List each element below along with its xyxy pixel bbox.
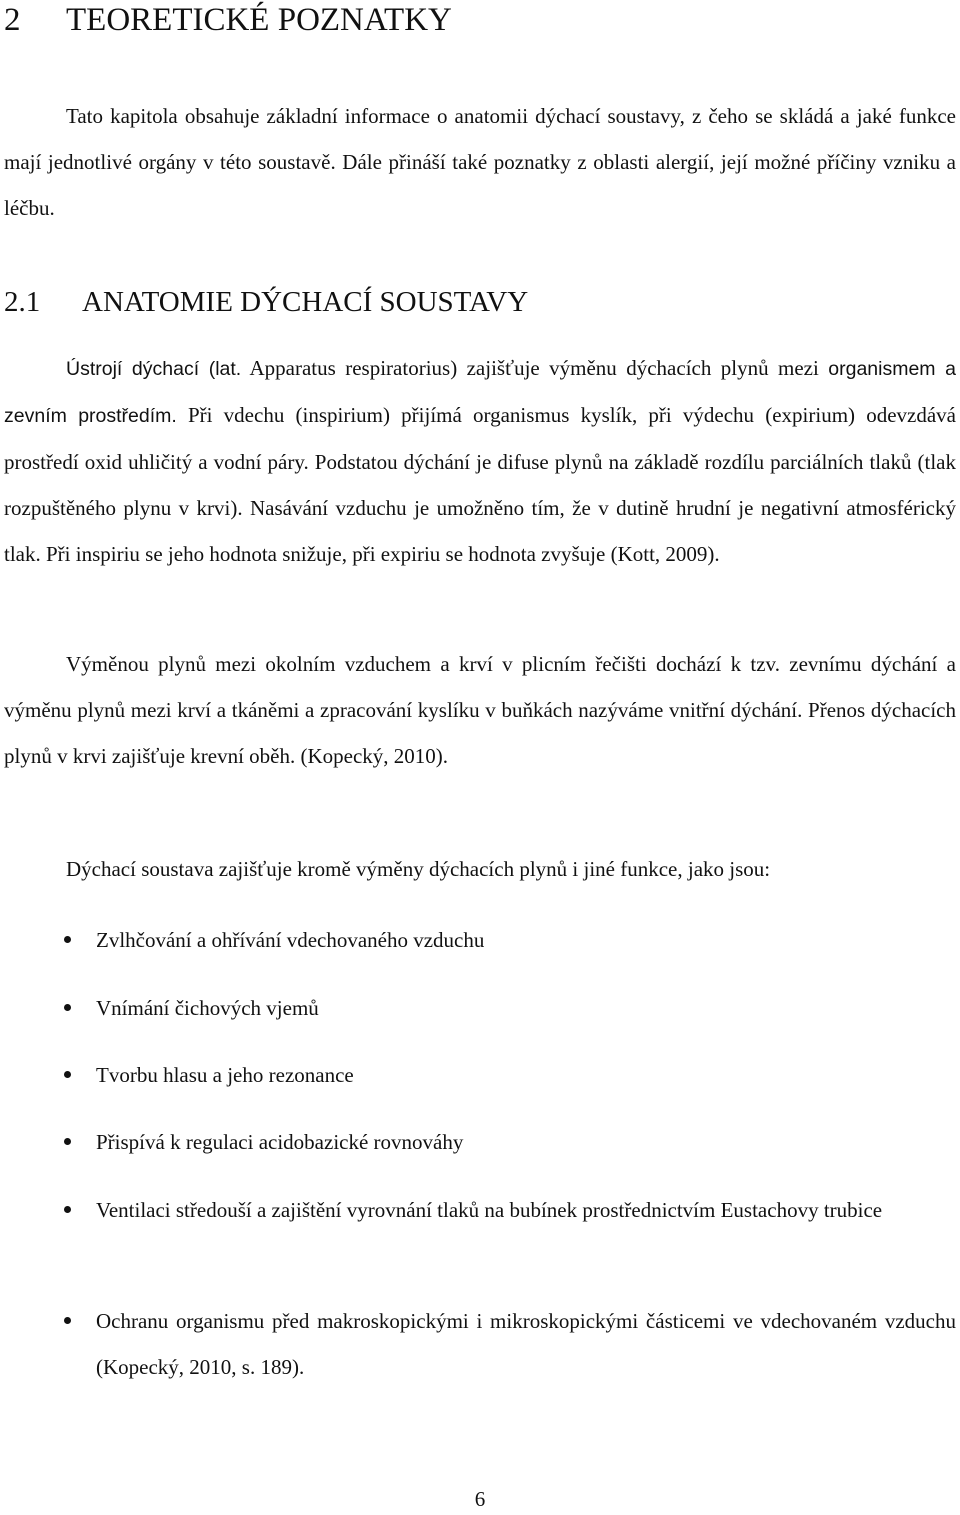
- list-item-text: Vnímání čichových vjemů: [96, 996, 319, 1020]
- list-item-text: Ochranu organismu před makroskopickými i mikroskopickými částicemi ve vdechovaném vzduchu (Kopecký, 2010, s. 189).: [96, 1309, 956, 1379]
- list-item-text: Tvorbu hlasu a jeho rezonance: [96, 1063, 354, 1087]
- chapter-number: 2: [4, 2, 21, 38]
- paragraph1-serif-part: Při vdechu (inspirium) přijímá organismus kyslík, při výdechu (expirium) odevzdává prostředí oxid uhličitý a vodní páry.: [4, 403, 956, 474]
- paragraph1-sans-part: organismem a zevním prostředím.: [4, 358, 956, 427]
- paragraph1-lead: Ústrojí dýchací (lat.: [66, 358, 242, 380]
- paragraph1-rest: Apparatus respiratorius) zajišťuje výměnu dýchacích plynů mezi: [241, 356, 829, 380]
- respiration-paragraph: [4, 345, 956, 577]
- chapter-heading: [4, 0, 452, 40]
- functions-intro-paragraph: Dýchací soustava zajišťuje kromě výměny dýchacích plynů i jiné funkce, jako jsou:: [66, 857, 771, 881]
- list-item-text: Ventilaci středouší a zajištění vyrovnání tlaků na bubínek prostřednictvím Eustachovy trubice: [96, 1198, 883, 1222]
- paragraph1-serif-part-3: Podstatou dýchání je difuse plynů na základě rozdílu parciálních tlaků (tlak rozpuštěného plynu v krvi). Nasávání vzduchu je umožněno tím, že v dutině hrudní je negativní atmosférický tlak.: [4, 450, 956, 566]
- paragraph1-serif-part-4: Při inspiriu se jeho hodnota snižuje, při expiriu se hodnota zvyšuje (Kott, 2009).: [40, 542, 720, 566]
- section-number: 2.1: [4, 286, 41, 318]
- list-item-text: Zvlhčování a ohřívání vdechovaného vzduchu: [96, 928, 485, 952]
- section-title: ANATOMIE DÝCHACÍ SOUSTAVY: [82, 286, 529, 318]
- chapter-title: TEORETICKÉ POZNATKY: [66, 2, 452, 38]
- page-number: 6: [474, 1487, 486, 1511]
- section-heading: [4, 282, 528, 322]
- intro-paragraph: Tato kapitola obsahuje základní informace o anatomii dýchací soustavy, z čeho se skládá a jaké funkce mají jednotlivé orgány v této soustavě. Dále přináší také poznatky z oblasti alergií, její možné příčiny vzniku a léčbu.: [4, 104, 956, 220]
- gas-exchange-paragraph: Výměnou plynů mezi okolním vzduchem a krví v plicním řečišti dochází k tzv. zevnímu dýchání a výměnu plynů mezi krví a tkáněmi a zpracování kyslíku v buňkách nazýváme vnitřní dýchání. Přenos dýchacích plynů v krvi zajišťuje krevní oběh. (Kopecký, 2010).: [4, 652, 956, 768]
- list-item-text: Přispívá k regulaci acidobazické rovnováhy: [96, 1130, 464, 1154]
